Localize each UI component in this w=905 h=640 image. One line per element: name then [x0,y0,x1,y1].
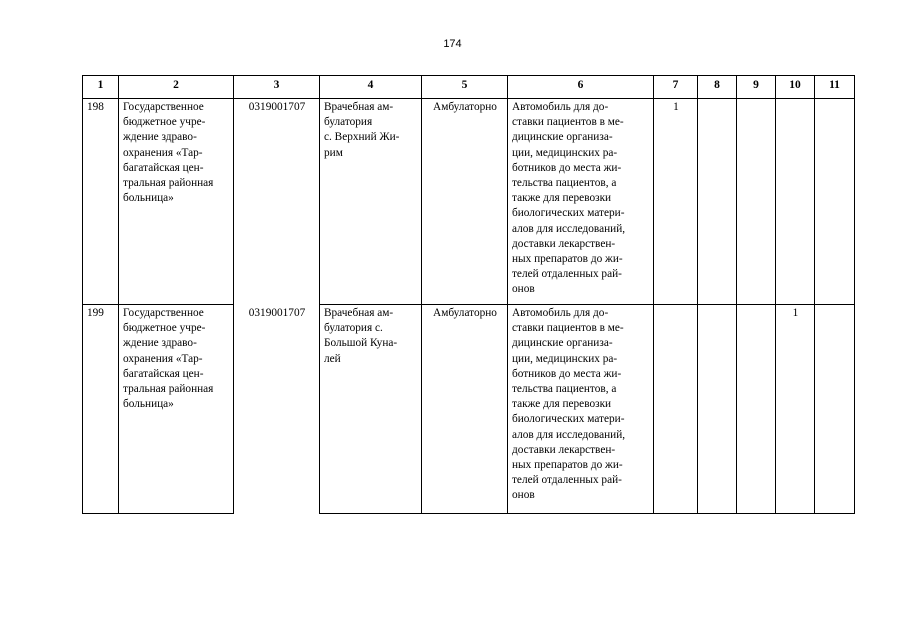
text-line: ждение здраво- [123,131,197,144]
table-row [83,305,855,514]
header-cell: 6 [508,76,654,99]
data-table [82,75,855,514]
text-line: тральная районная [123,383,214,396]
col11-cell [815,305,855,514]
table-row [83,99,855,305]
facility-cell [320,99,422,305]
text-line: ных препаратов до жи- [512,253,623,266]
row-number-cell: 198 [83,99,119,305]
code-cell: 0319001707 [234,305,320,514]
col10-cell: 1 [776,305,815,514]
text-line: доставки лекарствен- [512,443,616,456]
institution-cell [119,305,234,514]
facility-cell [320,305,422,514]
text-line: тральная районная [123,177,214,190]
text-line: с. Верхний Жи- [324,131,400,144]
text-line: алов для исследований, [512,222,626,235]
text-line: ботников до места жи- [512,161,622,174]
text-line: дицинские организа- [512,131,613,144]
text-line: бюджетное учре- [123,322,206,335]
text-line: тельства пациентов, а [512,383,617,396]
header-cell: 8 [698,76,737,99]
text-line: телей отдаленных рай- [512,268,622,281]
text-line: телей отдаленных рай- [512,474,622,487]
text-line: булатория с. [324,322,383,335]
row-number-cell: 199 [83,305,119,514]
text-line: Врачебная ам- [324,101,394,113]
header-cell: 9 [737,76,776,99]
col10-cell [776,99,815,305]
text-line: Государственное [123,101,204,113]
text-line: бюджетное учре- [123,116,206,129]
text-line: Государственное [123,307,204,319]
text-line: булатория [324,116,373,129]
institution-cell [119,99,234,305]
purpose-cell [508,305,654,514]
care-type-cell: Амбулаторно [422,99,508,305]
text-line: багатайская цен- [123,367,204,380]
text-line: ждение здраво- [123,337,197,350]
header-cell: 7 [654,76,698,99]
purpose-cell [508,99,654,305]
text-line: ных препаратов до жи- [512,459,623,472]
text-line: также для перевозки [512,398,612,411]
col8-cell [698,305,737,514]
text-line: больница» [123,398,174,411]
text-line: больница» [123,192,174,205]
text-line: ции, медицинских ра- [512,146,618,159]
text-line: ботников до места жи- [512,367,622,380]
text-line: алов для исследований, [512,428,626,441]
header-cell: 10 [776,76,815,99]
text-line: охранения «Тар- [123,146,203,159]
text-line: лей [324,352,341,365]
text-line: онов [512,489,535,502]
header-cell: 11 [815,76,855,99]
header-cell: 3 [234,76,320,99]
text-line: ции, медицинских ра- [512,352,618,365]
header-cell: 1 [83,76,119,99]
text-line: рим [324,146,343,159]
table-header-row [83,76,855,99]
text-line: доставки лекарствен- [512,237,616,250]
text-line: ставки пациентов в ме- [512,322,624,335]
text-line: Большой Куна- [324,337,398,350]
care-type-cell: Амбулаторно [422,305,508,514]
text-line: биологических матери- [512,207,625,220]
text-line: багатайская цен- [123,161,204,174]
header-cell: 4 [320,76,422,99]
text-line: Автомобиль для до- [512,101,609,113]
text-line: также для перевозки [512,192,612,205]
col9-cell [737,99,776,305]
col8-cell [698,99,737,305]
page-number: 174 [443,38,462,50]
text-line: Врачебная ам- [324,307,394,319]
text-line: онов [512,283,535,296]
col11-cell [815,99,855,305]
col7-cell: 1 [654,99,698,305]
header-cell: 5 [422,76,508,99]
text-line: дицинские организа- [512,337,613,350]
text-line: Автомобиль для до- [512,307,609,319]
col9-cell [737,305,776,514]
code-cell: 0319001707 [234,99,320,305]
header-cell: 2 [119,76,234,99]
text-line: тельства пациентов, а [512,177,617,190]
text-line: охранения «Тар- [123,352,203,365]
col7-cell [654,305,698,514]
text-line: биологических матери- [512,413,625,426]
text-line: ставки пациентов в ме- [512,116,624,129]
